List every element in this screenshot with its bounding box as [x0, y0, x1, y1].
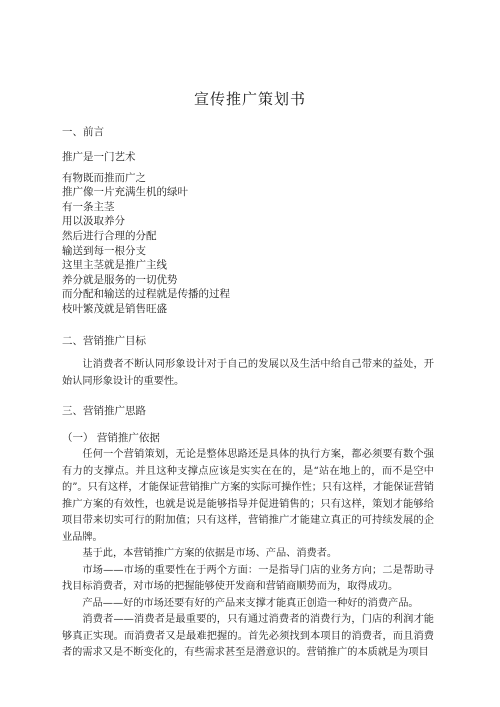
body-paragraph: 任何一个营销策划，无论是整体思路还是具体的执行方案，都必须要有数个强有力的支撑点。并且这种支撑点应该是实实在在的，是“站在地上的，而不是空中的”。只有这样，才能保证营销推广方案的实际可操作性；只有这样，才能保证营销推广方案的有效性，也就是说是能够指导并促进销售的；只有这样，策划才能够给项目带来切实可行的附加值；只有这样，营销推广才能建立真正的可持续发展的企业品牌。	[62, 449, 434, 543]
section-heading-preface: 一、前言	[62, 126, 104, 138]
approach-body	[62, 447, 434, 662]
intro-line: 然后进行合理的分配	[62, 229, 157, 242]
intro-line: 枝叶繁茂就是销售旺盛	[62, 302, 167, 315]
intro-line: 推广是一门艺术	[62, 151, 136, 163]
subsection-title: （一） 营销推广依据	[62, 432, 160, 444]
body-paragraph: 基于此，本营销推广方案的依据是市场、产品、消费者。	[82, 548, 338, 559]
intro-line: 有一条主茎	[62, 200, 115, 213]
intro-line: 而分配和输送的过程就是传播的过程	[62, 288, 230, 301]
body-paragraph: 市场——市场的重要性在于两个方面：一是指导门店的业务方向；二是帮助寻找目标消费者，对市场的把握能够使开发商和营销商顺势而为，取得成功。	[62, 564, 434, 592]
intro-line: 这里主茎就是推广主线	[62, 259, 167, 272]
goal-paragraph: 让消费者不断认同形象设计对于自己的发展以及生活中给自己带来的益处，开始认同形象设计的重要性。	[62, 359, 434, 387]
body-paragraph: 产品——好的市场还要有好的产品来支撑才能真正创造一种好的消费产品。	[82, 597, 419, 609]
document-title: 宣传推广策划书	[193, 90, 306, 108]
section-heading-goal: 二、营销推广目标	[62, 335, 146, 347]
section-heading-approach: 三、营销推广思路	[62, 405, 146, 417]
body-paragraph: 消费者——消费者是最重要的，只有通过消费者的消费行为，门店的利润才能够真正实现。而消费者又是最难把握的。首先必须找到本项目的消费者，而且消费者的需求又是不断变化的，有些需求甚至是潜意识的。营销推广的本质就是为项目	[62, 614, 434, 658]
intro-lines	[62, 150, 230, 317]
intro-line: 输送到每一根分支	[62, 244, 146, 257]
intro-line: 用以汲取养分	[62, 215, 125, 228]
intro-line: 养分就是服务的一切优势	[62, 273, 178, 286]
intro-line: 有物既而推而广之	[62, 171, 146, 184]
intro-line: 推广像一片充满生机的绿叶	[62, 186, 188, 199]
